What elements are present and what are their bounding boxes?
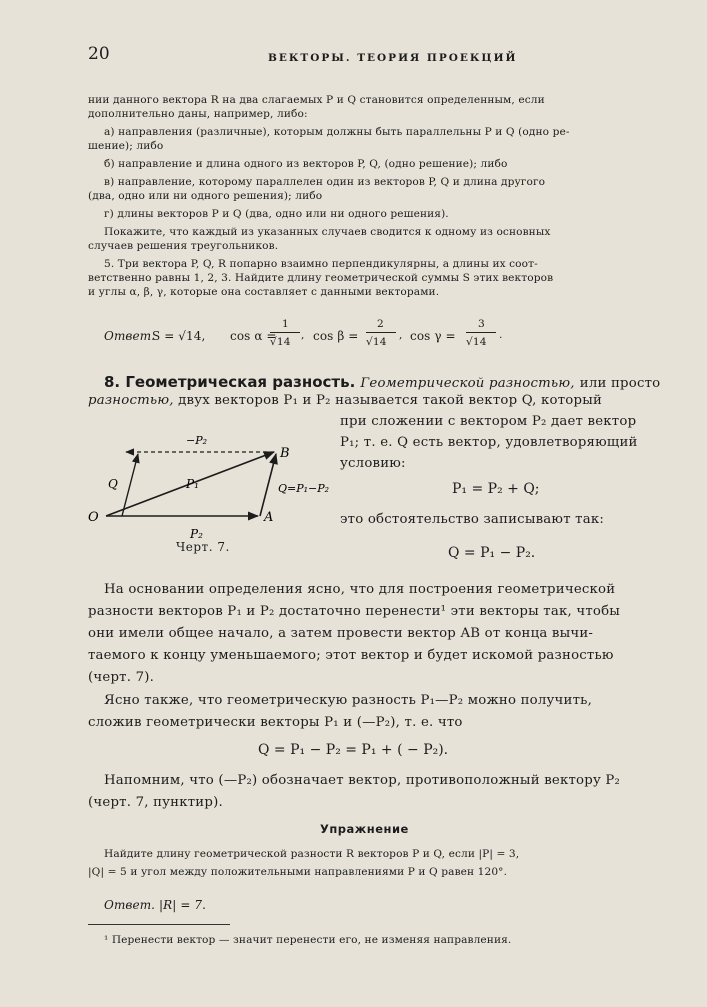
fraction-bar [366, 332, 396, 333]
exercise-line: Найдите длину геометрической разности R векторов P и Q, если |P| = 3, [104, 848, 520, 860]
label-P2: P₂ [190, 527, 203, 541]
answer5-cos-g: cos γ = [410, 329, 456, 343]
section-line-2: разностью, двух векторов P₁ и P₂ называется такой вектор Q, который [88, 393, 603, 408]
label-Q-left: Q [108, 477, 118, 491]
body-line: Ясно также, что геометрическую разность P₁—P₂ можно получить, [104, 693, 593, 708]
point-A: A [264, 510, 274, 525]
answer5-sep: , [399, 329, 403, 341]
intro-line: ветственно равны 1, 2, 3. Найдите длину геометрической суммы S этих векторов [88, 272, 554, 284]
body-line: они имели общее начало, а затем провести вектор AB от конца вычи- [88, 626, 594, 641]
intro-line: 5. Три вектора P, Q, R попарно взаимно перпендикулярны, а длины их соот- [104, 258, 538, 270]
body-line: сложив геометрически векторы P₁ и (—P₂), т. е. что [88, 715, 463, 730]
intro-line: нии данного вектора R на два слагаемых P и Q становится определенным, если [88, 94, 545, 106]
page-number: 20 [88, 44, 110, 64]
right-column-line: P₁; т. е. Q есть вектор, удовлетворяющий [340, 435, 638, 450]
intro-line: Покажите, что каждый из указанных случаев сводится к одному из основных [104, 226, 551, 238]
answer5-cos-a: cos α = [230, 329, 277, 343]
definition-term-short: разностью, [88, 393, 174, 408]
body-line: (черт. 7). [88, 670, 155, 685]
fraction-bar [270, 332, 300, 333]
label-Q-equation: Q=P₁−P₂ [278, 482, 330, 495]
exercise-line: |Q| = 5 и угол между положительными направлениями P и Q равен 120°. [88, 866, 508, 878]
exercise-title: Упражнение [320, 822, 409, 836]
section-title: 8. Геометрическая разность. [104, 373, 356, 391]
answer5-num2: 2 [377, 318, 384, 330]
right-column-line: при сложении с вектором P₂ дает вектор [340, 414, 637, 429]
intro-line: шение); либо [88, 140, 164, 152]
answer5-den3: √14 [466, 336, 487, 348]
definition-text: двух векторов P [178, 393, 293, 408]
answer5-cos-b: cos β = [313, 329, 359, 343]
answer5-den1: √14 [270, 336, 291, 348]
intro-line: и углы α, β, γ, которые она составляет с данными векторами. [88, 286, 440, 298]
exercise-answer: Ответ. |R| = 7. [104, 898, 207, 912]
section-line-1 [104, 372, 660, 391]
intro-line: дополнительно даны, например, либо: [88, 108, 308, 120]
equation-3: Q = P₁ − P₂ = P₁ + ( − P₂). [258, 742, 449, 758]
answer5-sep: , [301, 329, 305, 341]
point-O: O [88, 510, 99, 525]
body-line: (черт. 7, пунктир). [88, 795, 223, 810]
answer5-s: S = √14, [152, 329, 206, 343]
intro-line: (два, одно или ни одного решения); либо [88, 190, 323, 202]
definition-term: Геометрической разностью, [360, 376, 575, 391]
intro-line: случаев решения треугольников. [88, 240, 279, 252]
body-line: На основании определения ясно, что для построения геометрической [104, 582, 616, 597]
label-P1: P₁ [186, 477, 199, 491]
equation-2: Q = P₁ − P₂. [448, 545, 536, 561]
answer5-num3: 3 [478, 318, 485, 330]
answer5-label: Ответ. [104, 329, 156, 343]
figure-caption: Черт. 7. [176, 540, 230, 554]
right-column-line: условию: [340, 456, 406, 471]
intro-line: в) направление, которому параллелен один из векторов P, Q и длина другого [104, 176, 546, 188]
answer5-den2: √14 [366, 336, 387, 348]
label-minus-P2: −P₂ [186, 434, 208, 447]
equation-1: P₁ = P₂ + Q; [452, 481, 540, 497]
footnote-rule [88, 924, 230, 925]
definition-rest: или просто [579, 376, 661, 391]
answer5-num1: 1 [282, 318, 289, 330]
point-B: B [280, 446, 290, 461]
written-as-line: это обстоятельство записывают так: [340, 512, 605, 527]
body-line: Напомним, что (—P₂) обозначает вектор, противоположный вектору P₂ [104, 773, 621, 788]
running-title: ВЕКТОРЫ. ТЕОРИЯ ПРОЕКЦИЙ [268, 52, 518, 64]
intro-line: а) направления (различные), которым должны быть параллельны P и Q (одно ре- [104, 126, 570, 138]
body-line: таемого к концу уменьшаемого; этот вектор и будет искомой разностью [88, 648, 614, 663]
footnote: ¹ Перенести вектор — значит перенести его, не изменяя направления. [104, 934, 512, 946]
intro-line: г) длины векторов P и Q (два, одно или ни одного решения). [104, 208, 449, 220]
body-line: разности векторов P₁ и P₂ достаточно перенести¹ эти векторы так, чтобы [88, 604, 621, 619]
answer5-end: . [499, 329, 503, 341]
fraction-bar [466, 332, 496, 333]
definition-text: называется такой вектор Q, который [335, 393, 603, 408]
intro-line: б) направление и длина одного из векторов P, Q, (одно решение); либо [104, 158, 508, 170]
definition-text: и P [302, 393, 326, 408]
vector-Q [260, 454, 276, 516]
